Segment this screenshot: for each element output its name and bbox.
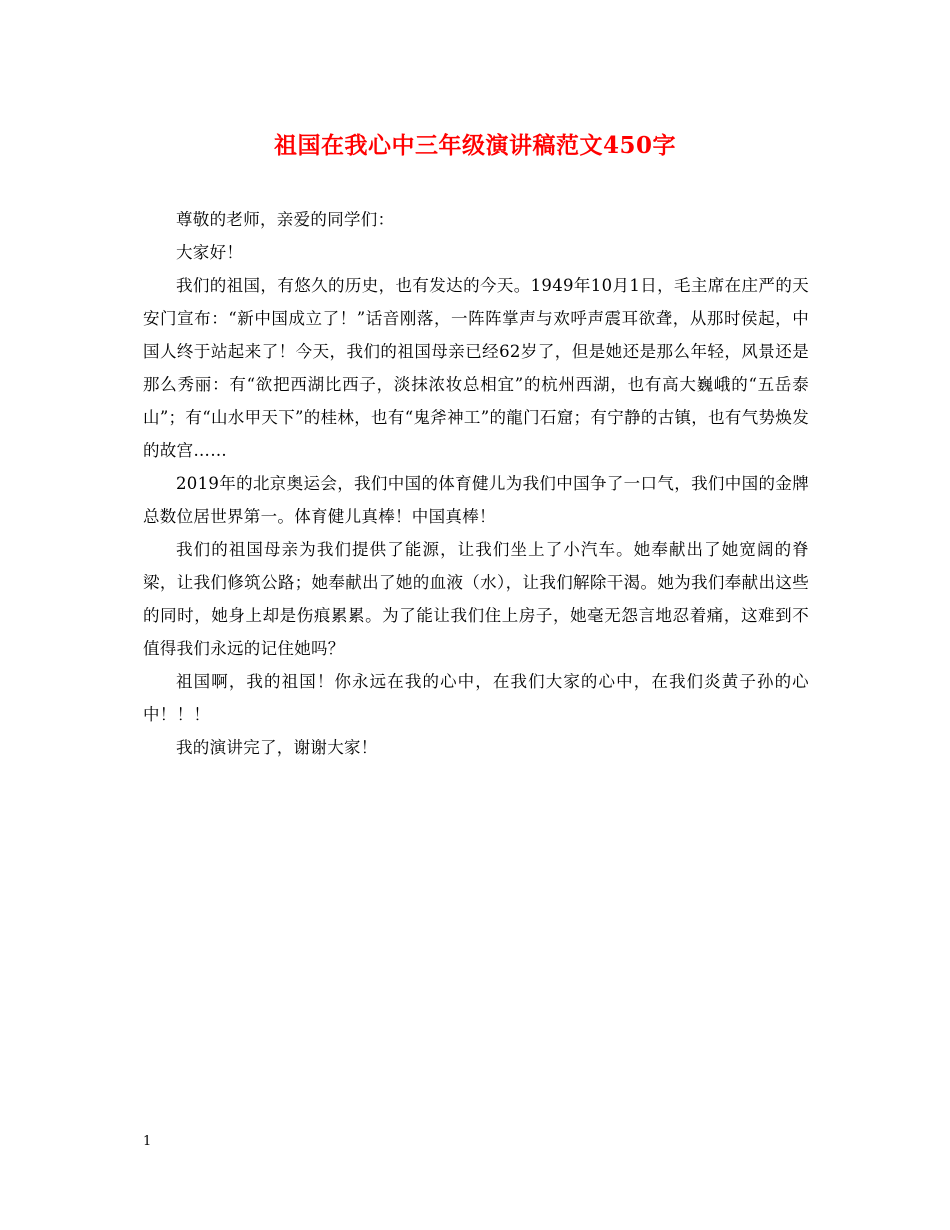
paragraph-closing: 我的演讲完了，谢谢大家！: [176, 738, 378, 757]
paragraph-olympics: 2019年的北京奥运会，我们中国的体育健儿为我们中国争了一口气，我们中国的金牌总数位居世界第一。体育健儿真棒！中国真棒！: [143, 474, 809, 526]
page-number: 1: [143, 1134, 152, 1149]
paragraph-exclamation: 祖国啊，我的祖国！你永远在我的心中，在我们大家的心中，在我们炎黄子孙的心中！！！: [143, 672, 809, 724]
paragraph-motherland: 我们的祖国母亲为我们提供了能源，让我们坐上了小汽车。她奉献出了她宽阔的脊梁，让我们修筑公路；她奉献出了她的血液（水），让我们解除干渴。她为我们奉献出这些的同时，她身上却是伤痕累累。为了能让我们住上房子，她毫无怨言地忍着痛，这难到不值得我们永远的记住她吗？: [143, 540, 809, 658]
paragraph-greeting: 大家好！: [176, 243, 244, 262]
paragraph-history: 我们的祖国，有悠久的历史，也有发达的今天。1949年10月1日，毛主席在庄严的天安门宣布：“新中国成立了！”话音刚落，一阵阵掌声与欢呼声震耳欲聋，从那时侯起，中国人终于站起来了！今天，我们的祖国母亲已经62岁了，但是她还是那么年轻，风景还是那么秀丽：有“欲把西湖比西子，淡抹浓妆总相宜”的杭州西湖，也有高大巍峨的“五岳泰山”；有“山水甲天下”的桂林，也有“鬼斧神工”的龍门石窟；有宁静的古镇，也有气势焕发的故宫……: [143, 276, 809, 460]
document-title: 祖国在我心中三年级演讲稿范文450字: [273, 132, 676, 159]
document-body: [143, 203, 809, 764]
paragraph-salutation: 尊敬的老师，亲爱的同学们：: [176, 210, 395, 229]
